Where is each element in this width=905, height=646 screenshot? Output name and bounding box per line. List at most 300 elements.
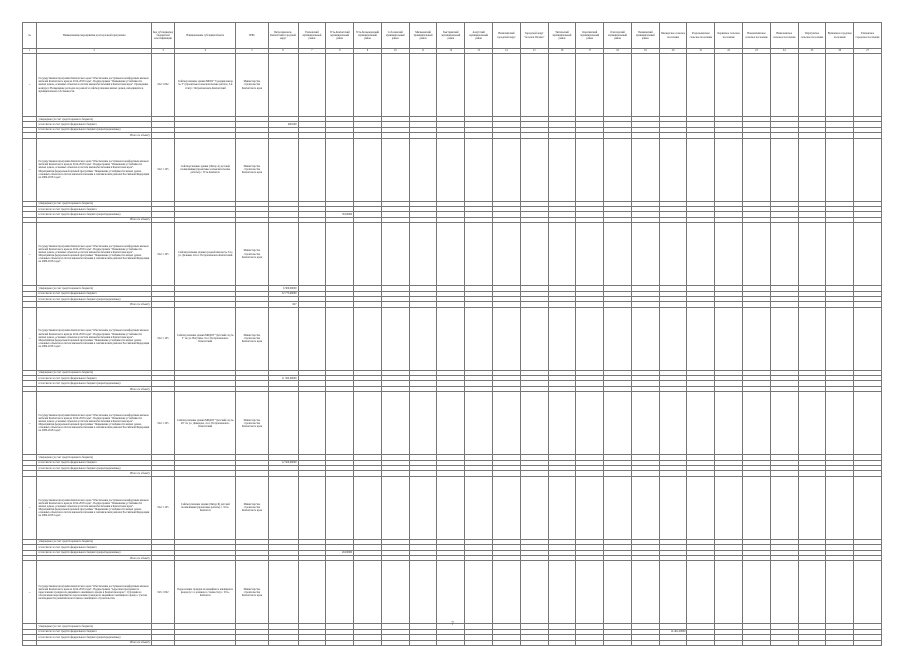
grbs-name: Министерство строительства Камчатского края — [236, 138, 268, 201]
empty-cell — [548, 476, 576, 539]
empty-cell — [298, 54, 326, 117]
funding-label: в том числе за счет средств федерального бюджета (нераспределенные) — [37, 296, 151, 301]
empty-cell — [826, 392, 854, 455]
grbs-name: Министерство строительства Камчатского края — [236, 223, 268, 286]
header-cell: Вилючинский городской округ — [493, 23, 521, 49]
empty-cell — [409, 640, 437, 645]
empty-cell — [493, 476, 521, 539]
empty-cell — [659, 307, 687, 370]
empty-cell — [659, 561, 687, 624]
grbs-name: Министерство строительства Камчатского края — [236, 476, 268, 539]
grbs-name: Министерство строительства Камчатского края — [236, 561, 268, 624]
empty-cell — [354, 223, 382, 286]
empty-cell — [604, 392, 632, 455]
empty-cell — [409, 476, 437, 539]
empty-cell — [826, 223, 854, 286]
empty-cell — [548, 223, 576, 286]
row-number: ... — [23, 138, 37, 201]
value-cell: 12 500,00000 — [268, 460, 298, 465]
empty-cell — [465, 307, 493, 370]
empty-cell — [604, 307, 632, 370]
empty-cell — [659, 476, 687, 539]
value-cell: 400,000 — [268, 122, 298, 127]
funding-label: Итого по объекту — [37, 471, 151, 476]
header-cell: Корякское сельское поселение — [715, 23, 743, 49]
empty-cell — [354, 54, 382, 117]
empty-cell — [381, 138, 409, 201]
empty-cell — [409, 54, 437, 117]
empty-cell — [298, 223, 326, 286]
column-number-cell: 22 — [715, 49, 743, 54]
empty-cell — [715, 561, 743, 624]
header-cell: Паратунское сельское поселение — [798, 23, 826, 49]
empty-cell — [743, 138, 771, 201]
object-name: Сейсмоусиление здания (Литер Б) детской поликлиники (проектные работы) с. Усть-Камчатск — [175, 476, 236, 539]
empty-cell — [326, 138, 354, 201]
row-number: ... — [23, 307, 37, 370]
empty-cell — [268, 138, 298, 201]
empty-cell — [298, 476, 326, 539]
header-cell: № — [23, 23, 37, 49]
empty-cell — [409, 307, 437, 370]
empty-cell — [326, 476, 354, 539]
empty-cell — [715, 138, 743, 201]
value-cell: 11 500,00000 — [268, 376, 298, 381]
grbs-name: Министерство строительства Камчатского края — [236, 307, 268, 370]
value-cell: 52 773,90000 — [268, 291, 298, 296]
program-description: Государственная программа Камчатского края "Обеспечение доступным и комфортным жильем жителей Камчатского края на 2014-2018 годы". Подпрограмма "Повышение устойчивости жилых домов, основных объектов и систем жизнеобеспечения в Камчатском крае". Мероприятия федеральной целевой программы "Повышение устойчивости жилых домов, основных объектов и систем жизнеобеспечения в сейсмических районах Российской Федерации на 2009-2018 годы". — [37, 223, 151, 286]
empty-cell — [576, 640, 604, 645]
empty-cell — [854, 640, 882, 645]
empty-cell — [381, 54, 409, 117]
empty-cell — [298, 307, 326, 370]
column-number-cell: 19 — [631, 49, 659, 54]
empty-cell — [268, 54, 298, 117]
empty-cell — [604, 138, 632, 201]
object-name: Сейсмоусиление здания (Литер А) детской поликлиники (проектные и изыскательские работы) с. Усть-Камчатск — [175, 138, 236, 201]
funding-subrow — [23, 640, 882, 645]
empty-cell — [548, 640, 576, 645]
empty-cell — [493, 223, 521, 286]
empty-cell — [520, 138, 548, 201]
funding-label: в том числе за счет средств федерального бюджета (нераспределенные) — [37, 381, 151, 386]
program-description: Государственная программа Камчатского края "Обеспечение доступным и комфортным жильем жителей Камчатского края на 2014-2018 годы". Подпрограмма "Повышение устойчивости жилых домов, основных объектов и систем жизнеобеспечения в Камчатском крае". Мероприятия федеральной целевой программы "Повышение устойчивости жилых домов, основных объектов и систем жизнеобеспечения в сейсмических районах Российской Федерации на 2009-2018 годы". — [37, 138, 151, 201]
empty-cell — [409, 561, 437, 624]
empty-cell — [437, 640, 465, 645]
column-number-cell: 18 — [604, 49, 632, 54]
empty-cell — [770, 223, 798, 286]
empty-cell — [326, 54, 354, 117]
empty-cell — [743, 476, 771, 539]
empty-cell — [493, 640, 521, 645]
header-cell: Николаевское сельское поселение — [770, 23, 798, 49]
row-number: ... — [23, 392, 37, 455]
empty-cell — [631, 138, 659, 201]
empty-cell — [326, 640, 354, 645]
empty-cell — [326, 392, 354, 455]
empty-cell — [354, 138, 382, 201]
empty-cell — [437, 223, 465, 286]
empty-cell — [854, 476, 882, 539]
empty-cell — [437, 307, 465, 370]
header-cell: Новоавачинское сельское поселение — [743, 23, 771, 49]
empty-cell — [798, 476, 826, 539]
column-number-cell: 5 — [236, 49, 268, 54]
funding-label: утверждено (за счет средств краевого бюджета) — [37, 286, 151, 291]
subsidy-code: 042 1 105 — [151, 138, 174, 201]
empty-cell — [770, 392, 798, 455]
empty-cell — [798, 392, 826, 455]
header-cell: Елизовский муниципальный район — [298, 23, 326, 49]
funding-label: утверждено (за счет средств краевого бюджета) — [37, 624, 151, 629]
empty-cell — [268, 392, 298, 455]
column-number-cell: 27 — [854, 49, 882, 54]
column-number-cell: 21 — [687, 49, 715, 54]
empty-cell — [659, 223, 687, 286]
funding-label: утверждено (за счет средств краевого бюджета) — [37, 201, 151, 206]
object-name: Сейсмоусиление здания МБДОУ "Детский сад № 5" по ул. Ватутина, 9 в г. Петропавловск-Камчатский — [175, 307, 236, 370]
empty-cell — [409, 392, 437, 455]
program-row — [23, 561, 882, 624]
empty-cell — [354, 561, 382, 624]
row-number: ... — [23, 223, 37, 286]
empty-cell — [298, 392, 326, 455]
header-cell: Наименование мероприятия долгосрочной программы — [37, 23, 151, 49]
column-number-cell: 26 — [826, 49, 854, 54]
funding-label: Итого по объекту — [37, 555, 151, 560]
page-number: 7 — [451, 622, 454, 627]
header-cell: Мильковский муниципальный район — [409, 23, 437, 49]
column-number-cell: 8 — [326, 49, 354, 54]
empty-cell — [854, 561, 882, 624]
empty-cell — [381, 223, 409, 286]
subsidy-code: 042 1 002 — [151, 54, 174, 117]
empty-cell — [631, 561, 659, 624]
header-cell: Пенжинский муниципальный район — [631, 23, 659, 49]
empty-cell — [23, 640, 37, 645]
empty-cell — [826, 138, 854, 201]
empty-cell — [854, 392, 882, 455]
empty-cell — [826, 640, 854, 645]
empty-cell — [381, 640, 409, 645]
header-cell: Пионерское сельское поселение — [659, 23, 687, 49]
empty-cell — [631, 640, 659, 645]
program-description: Государственная программа Камчатского края "Обеспечение доступным и комфортным жильем жителей Камчатского края на 2014-2018 годы". Подпрограмма "Адресная программа по переселению граждан из аварийного жилищного фонда в Камчатском крае". Субсидии на обеспечение мероприятий по переселению граждан из аварийного жилищного фонда с учетом необходимости развития малоэтажного жилищного строительства. — [37, 561, 151, 624]
empty-cell — [493, 138, 521, 201]
funding-label: в том числе за счет средств федерального бюджета (нераспределенные) — [37, 466, 151, 471]
empty-cell — [687, 54, 715, 117]
value-cell: 647 — [268, 302, 298, 307]
empty-cell — [854, 223, 882, 286]
empty-cell — [465, 476, 493, 539]
funding-label: в том числе за счет средств федерального бюджета (нераспределенные) — [37, 550, 151, 555]
empty-cell — [854, 307, 882, 370]
empty-cell — [659, 640, 687, 645]
column-number-cell: 14 — [493, 49, 521, 54]
empty-cell — [548, 54, 576, 117]
empty-cell — [715, 392, 743, 455]
empty-cell — [354, 476, 382, 539]
funding-label: утверждено (за счет средств краевого бюджета) — [37, 455, 151, 460]
column-number-cell: 24 — [770, 49, 798, 54]
empty-cell — [715, 54, 743, 117]
column-number-cell: 4 — [175, 49, 236, 54]
empty-cell — [715, 307, 743, 370]
program-row — [23, 476, 882, 539]
funding-label: в том числе за счет средств федерального бюджета — [37, 206, 151, 211]
program-description: Государственная программа Камчатского края "Обеспечение доступным и комфортным жильем жителей Камчатского края на 2014-2018 годы". Подпрограмма "Повышение устойчивости жилых домов, основных объектов и систем жизнеобеспечения в Камчатском крае". Мероприятия федеральной целевой программы "Повышение устойчивости жилых домов, основных объектов и систем жизнеобеспечения в сейсмических районах Российской Федерации на 2009-2018 годы". — [37, 307, 151, 370]
empty-cell — [576, 54, 604, 117]
empty-cell — [687, 640, 715, 645]
program-row — [23, 307, 882, 370]
empty-cell — [743, 561, 771, 624]
empty-cell — [798, 307, 826, 370]
empty-cell — [687, 307, 715, 370]
funding-label: утверждено (за счет средств краевого бюджета) — [37, 370, 151, 375]
empty-cell — [381, 392, 409, 455]
empty-cell — [437, 561, 465, 624]
header-cell: Карагинский муниципальный район — [576, 23, 604, 49]
empty-cell — [409, 138, 437, 201]
empty-cell — [770, 640, 798, 645]
empty-cell — [268, 561, 298, 624]
empty-cell — [743, 223, 771, 286]
funding-label: Итого по объекту — [37, 640, 151, 645]
column-number-cell: 6 — [268, 49, 298, 54]
header-cell: Алеутский муниципальный район — [465, 23, 493, 49]
object-name: Переселение граждан из аварийного жилищного фонда (в т.ч. разница в стоимости) с. Усть-Камчатск — [175, 561, 236, 624]
empty-cell — [631, 54, 659, 117]
empty-cell — [659, 54, 687, 117]
funding-label: Итого по объекту — [37, 302, 151, 307]
empty-cell — [826, 476, 854, 539]
object-name: Сейсмоусиление здания МБДОУ "Детский сад № 26" по ул. Давыдова, 4 в г. Петропавловск-Камчатский — [175, 392, 236, 455]
empty-cell — [409, 223, 437, 286]
empty-cell — [604, 54, 632, 117]
header-cell: Усть-Камчатский муниципальный район — [326, 23, 354, 49]
empty-cell — [381, 476, 409, 539]
column-number-cell: 1 — [23, 49, 37, 54]
header-cell: Наименование субсидии/объекта — [175, 23, 236, 49]
object-name: Сейсмоусиление здания МБОУ "Средняя школа № 3" (проектные и изыскательские работы, 3-й этап) г. Петропавловск-Камчатский — [175, 54, 236, 117]
empty-cell — [631, 307, 659, 370]
empty-cell — [687, 392, 715, 455]
row-number: ... — [23, 476, 37, 539]
column-number-cell: 16 — [548, 49, 576, 54]
empty-cell — [268, 640, 298, 645]
funding-label: в том числе за счет средств федерального бюджета (нераспределенные) — [37, 127, 151, 132]
empty-cell — [743, 640, 771, 645]
column-number-cell: 2 — [37, 49, 151, 54]
header-cell: Елизовское городское поселение — [854, 23, 882, 49]
empty-cell — [493, 54, 521, 117]
empty-cell — [268, 307, 298, 370]
column-number-cell: 13 — [465, 49, 493, 54]
empty-cell — [576, 561, 604, 624]
column-number-cell: 20 — [659, 49, 687, 54]
empty-cell — [437, 54, 465, 117]
empty-cell — [798, 561, 826, 624]
funding-label: Итого по объекту — [37, 133, 151, 138]
program-row — [23, 223, 882, 286]
empty-cell — [631, 476, 659, 539]
empty-cell — [604, 640, 632, 645]
column-number-cell: 10 — [381, 49, 409, 54]
empty-cell — [576, 476, 604, 539]
empty-cell — [687, 138, 715, 201]
empty-cell — [604, 223, 632, 286]
empty-cell — [631, 223, 659, 286]
column-number-cell: 23 — [743, 49, 771, 54]
empty-cell — [437, 138, 465, 201]
header-cell: Код субсидии/код бюджетной классификации — [151, 23, 174, 49]
grbs-name: Министерство строительства Камчатского края — [236, 392, 268, 455]
empty-cell — [743, 54, 771, 117]
empty-cell — [659, 392, 687, 455]
value-cell: 30,00000 — [326, 212, 354, 217]
empty-cell — [798, 54, 826, 117]
program-description: Государственная программа Камчатского края "Обеспечение доступным и комфортным жильем жителей Камчатского края на 2014-2018 годы". Подпрограмма "Повышение устойчивости жилых домов, основных объектов и систем жизнеобеспечения в Камчатском крае". Мероприятия федеральной целевой программы "Повышение устойчивости жилых домов, основных объектов и систем жизнеобеспечения в сейсмических районах Российской Федерации на 2009-2018 годы". — [37, 392, 151, 455]
empty-cell — [631, 392, 659, 455]
subsidy-code: 042 1 105 — [151, 392, 174, 455]
header-cell: Петропавловск-Камчатский городской округ — [268, 23, 298, 49]
empty-cell — [465, 392, 493, 455]
empty-cell — [687, 223, 715, 286]
header-cell: Вулканное городское поселение — [826, 23, 854, 49]
funding-label: в том числе за счет средств федерального бюджета — [37, 122, 151, 127]
funding-label: в том числе за счет средств федерального бюджета — [37, 460, 151, 465]
empty-cell — [151, 640, 174, 645]
empty-cell — [826, 307, 854, 370]
empty-cell — [520, 392, 548, 455]
column-number-cell: 12 — [437, 49, 465, 54]
empty-cell — [770, 138, 798, 201]
column-number-cell: 3 — [151, 49, 174, 54]
value-cell: 26,00000 — [326, 550, 354, 555]
funding-label: в том числе за счет средств федерального бюджета (нераспределенные) — [37, 635, 151, 640]
empty-cell — [576, 223, 604, 286]
empty-cell — [520, 54, 548, 117]
empty-cell — [493, 307, 521, 370]
empty-cell — [854, 54, 882, 117]
funding-label: в том числе за счет средств федерального бюджета — [37, 545, 151, 550]
empty-cell — [548, 307, 576, 370]
funding-label: в том числе за счет средств федерального бюджета — [37, 376, 151, 381]
empty-cell — [298, 138, 326, 201]
header-cell: ГРБС — [236, 23, 268, 49]
funding-label: в том числе за счет средств федерального бюджета — [37, 291, 151, 296]
value-cell: 14 461,20000 — [659, 629, 687, 634]
subsidy-code: 042 1 105 — [151, 307, 174, 370]
column-number-cell: 9 — [354, 49, 382, 54]
empty-cell — [715, 476, 743, 539]
empty-cell — [520, 561, 548, 624]
column-number-cell: 25 — [798, 49, 826, 54]
empty-cell — [465, 138, 493, 201]
empty-cell — [548, 138, 576, 201]
empty-cell — [437, 392, 465, 455]
empty-cell — [268, 476, 298, 539]
empty-cell — [326, 561, 354, 624]
program-row — [23, 54, 882, 117]
program-row — [23, 392, 882, 455]
empty-cell — [381, 307, 409, 370]
empty-cell — [715, 223, 743, 286]
empty-cell — [576, 307, 604, 370]
empty-cell — [687, 561, 715, 624]
program-description: Государственная программа Камчатского края "Обеспечение доступным и комфортным жильем жителей Камчатского края на 2014-2018 годы". Подпрограмма "Повышение устойчивости жилых домов, основных объектов и систем жизнеобеспечения в Камчатском крае". Проведение конкурса: Возмещение расходов на ремонт и сейсмоусиление жилых домов, находящихся в муниципальной собственности. — [37, 54, 151, 117]
empty-cell — [743, 392, 771, 455]
empty-cell — [770, 476, 798, 539]
funding-label: Итого по объекту — [37, 386, 151, 391]
empty-cell — [604, 476, 632, 539]
funding-label: в том числе за счет средств федерального бюджета (нераспределенные) — [37, 212, 151, 217]
empty-cell — [520, 476, 548, 539]
header-cell: Тигильский муниципальный район — [548, 23, 576, 49]
empty-cell — [826, 54, 854, 117]
budget-table-sheet — [22, 22, 882, 645]
subsidy-code: 042 1 105 — [151, 223, 174, 286]
funding-label: утверждено (за счет средств краевого бюджета) — [37, 117, 151, 122]
empty-cell — [770, 561, 798, 624]
empty-cell — [715, 640, 743, 645]
header-cell: Усть-Большерецкий муниципальный район — [354, 23, 382, 49]
table-body — [23, 54, 882, 646]
empty-cell — [770, 54, 798, 117]
header-row — [23, 23, 882, 49]
empty-cell — [465, 54, 493, 117]
empty-cell — [548, 561, 576, 624]
empty-cell — [604, 561, 632, 624]
funding-label: утверждено (за счет средств краевого бюджета) — [37, 539, 151, 544]
empty-cell — [326, 223, 354, 286]
empty-cell — [493, 561, 521, 624]
column-number-cell: 7 — [298, 49, 326, 54]
empty-cell — [659, 138, 687, 201]
empty-cell — [493, 392, 521, 455]
empty-cell — [354, 307, 382, 370]
value-cell: 6 300,00000 — [268, 286, 298, 291]
column-number-cell: 15 — [520, 49, 548, 54]
column-number-cell: 17 — [576, 49, 604, 54]
empty-cell — [175, 640, 236, 645]
funding-label: Итого по объекту — [37, 217, 151, 222]
budget-table — [22, 22, 882, 646]
empty-cell — [798, 138, 826, 201]
empty-cell — [437, 476, 465, 539]
row-number: ... — [23, 54, 37, 117]
empty-cell — [381, 561, 409, 624]
empty-cell — [770, 307, 798, 370]
program-row — [23, 138, 882, 201]
empty-cell — [520, 223, 548, 286]
empty-cell — [236, 640, 268, 645]
subsidy-code: 045 1 002 — [151, 561, 174, 624]
grbs-name: Министерство строительства Камчатского края — [236, 54, 268, 117]
empty-cell — [465, 223, 493, 286]
empty-cell — [520, 640, 548, 645]
subsidy-code: 042 1 105 — [151, 476, 174, 539]
empty-cell — [548, 392, 576, 455]
column-number-cell: 11 — [409, 49, 437, 54]
header-cell: Городской округ "поселок Палана" — [520, 23, 548, 49]
empty-cell — [465, 640, 493, 645]
empty-cell — [465, 561, 493, 624]
empty-cell — [298, 561, 326, 624]
header-cell: Быстринский муниципальный район — [437, 23, 465, 49]
empty-cell — [576, 392, 604, 455]
empty-cell — [743, 307, 771, 370]
